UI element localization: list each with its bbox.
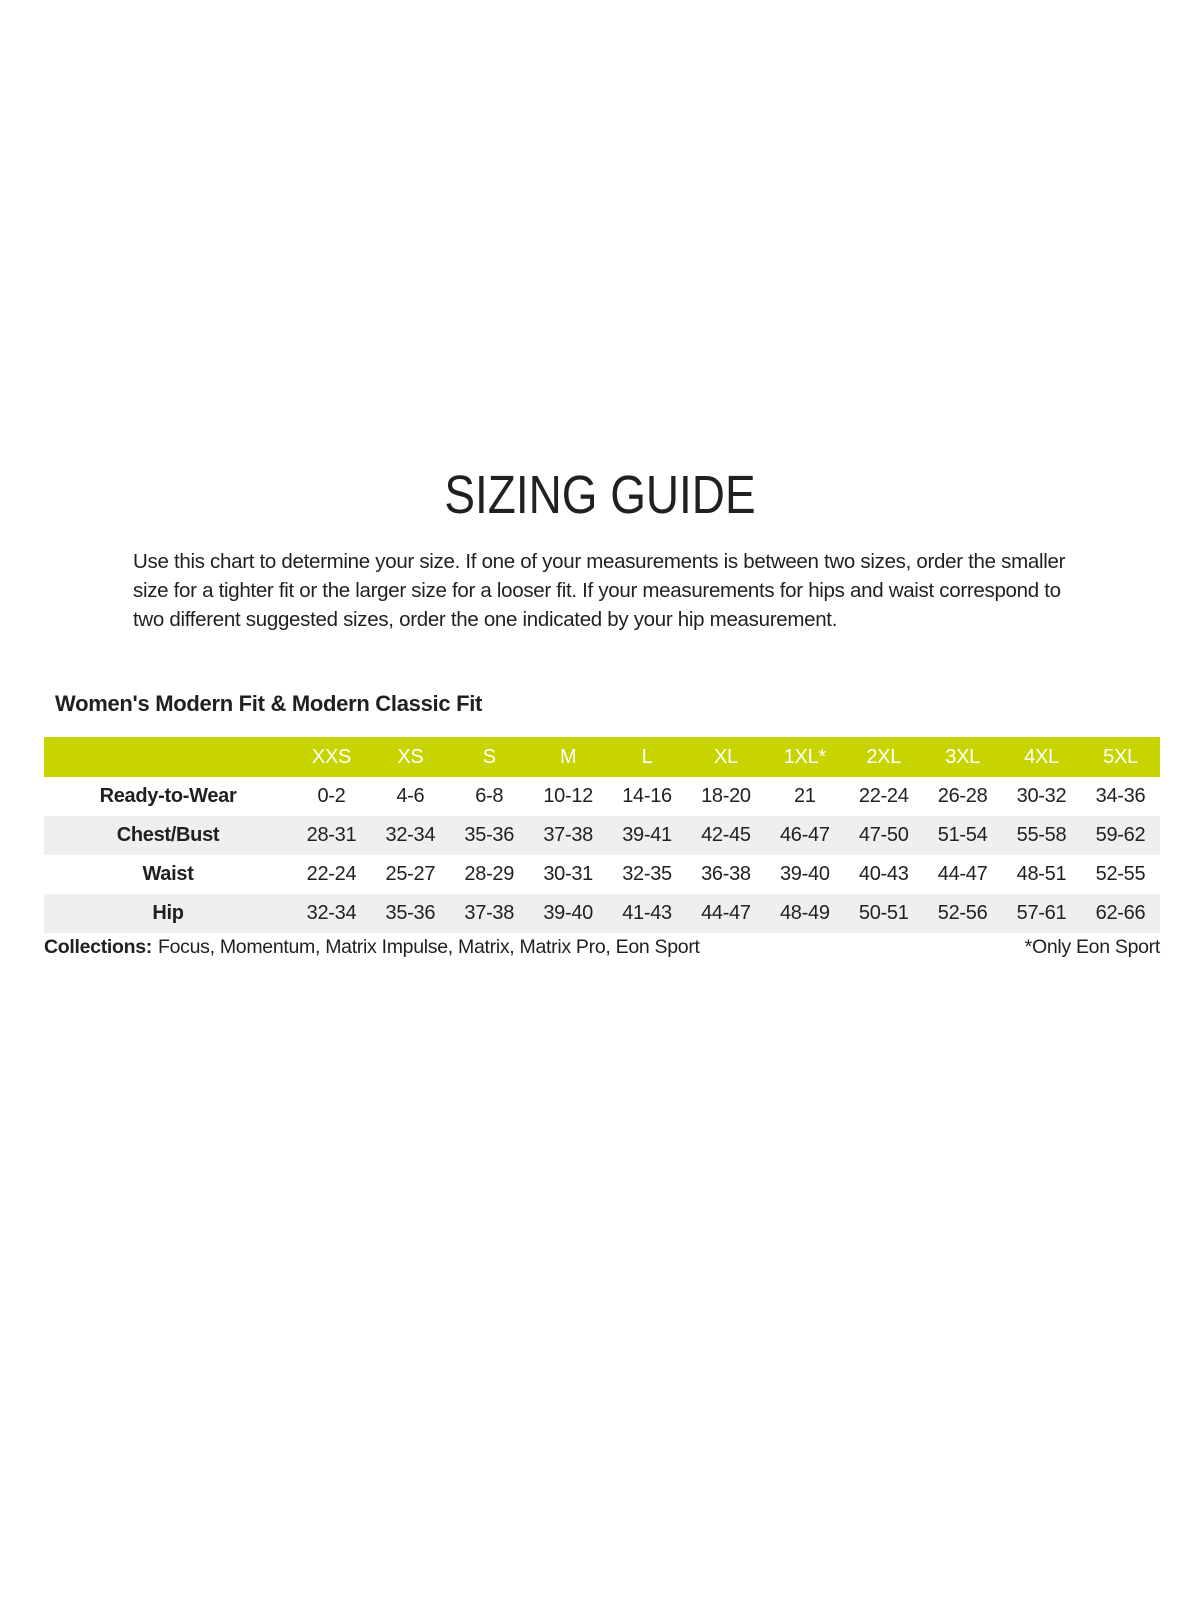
- size-header-cell: 5XL: [1081, 737, 1160, 777]
- size-value-cell: 52-56: [923, 894, 1002, 933]
- table-row-ready-to-wear: [44, 777, 1160, 816]
- size-value-cell: 25-27: [385, 863, 436, 885]
- size-value-cell: 30-32: [1016, 785, 1067, 807]
- size-header-cell: 3XL: [923, 737, 1002, 777]
- size-value-cell: 39-40: [529, 894, 608, 933]
- page-title: SIZING GUIDE: [444, 465, 756, 525]
- collections-label: Collections:: [44, 936, 152, 958]
- size-header-cell: XL: [686, 737, 765, 777]
- size-value-cell: 50-51: [844, 894, 923, 933]
- table-row-hip: [44, 894, 1160, 933]
- footnote: *Only Eon Sport: [1024, 936, 1160, 958]
- size-value-cell: 57-61: [1002, 894, 1081, 933]
- size-value-cell: 35-36: [450, 816, 529, 855]
- size-header-cell: L: [608, 737, 687, 777]
- size-value-cell: 35-36: [371, 894, 450, 933]
- row-label: Hip: [44, 894, 292, 933]
- size-value-cell: 48-49: [765, 894, 844, 933]
- row-label: Chest/Bust: [44, 816, 292, 855]
- size-value-cell: 40-43: [858, 863, 909, 885]
- header-spacer-cell: [44, 737, 292, 777]
- size-header-cell: S: [450, 737, 529, 777]
- size-value-cell: 42-45: [686, 816, 765, 855]
- size-value-cell: 32-34: [292, 894, 371, 933]
- collections-line: [44, 936, 700, 959]
- size-value-cell: 26-28: [937, 785, 988, 807]
- size-value-cell: 59-62: [1081, 816, 1160, 855]
- intro-paragraph: [133, 547, 1073, 634]
- size-table: [44, 737, 1160, 933]
- table-row-chest-bust: [44, 816, 1160, 855]
- size-header-cell: XXS: [292, 737, 371, 777]
- size-value-cell: 22-24: [306, 863, 357, 885]
- row-label: Waist: [142, 863, 194, 885]
- size-header-cell: M: [529, 737, 608, 777]
- size-value-cell: 32-34: [371, 816, 450, 855]
- size-value-cell: 39-40: [779, 863, 830, 885]
- size-value-cell: 10-12: [543, 785, 593, 807]
- intro-line: Use this chart to determine your size. If one of your measurements is between two sizes, order the smaller: [133, 550, 1066, 573]
- size-value-cell: 22-24: [858, 785, 909, 807]
- size-value-cell: 21: [793, 785, 816, 807]
- size-value-cell: 36-38: [701, 863, 751, 885]
- size-header-cell: 4XL: [1002, 737, 1081, 777]
- size-value-cell: 47-50: [844, 816, 923, 855]
- size-value-cell: 46-47: [765, 816, 844, 855]
- size-value-cell: 30-31: [543, 863, 593, 885]
- size-header-cell: 2XL: [844, 737, 923, 777]
- size-table-header-row: [44, 737, 1160, 777]
- size-value-cell: 28-31: [292, 816, 371, 855]
- size-header-cell: XS: [371, 737, 450, 777]
- collections-list: Focus, Momentum, Matrix Impulse, Matrix, Matrix Pro, Eon Sport: [158, 936, 700, 958]
- intro-line: size for a tighter fit or the larger size for a looser fit. If your measurements for hips and waist correspond to: [133, 579, 1061, 602]
- size-value-cell: 39-41: [608, 816, 687, 855]
- size-value-cell: 0-2: [317, 785, 346, 807]
- size-value-cell: 28-29: [464, 863, 515, 885]
- size-value-cell: 51-54: [923, 816, 1002, 855]
- size-value-cell: 44-47: [937, 863, 988, 885]
- size-value-cell: 48-51: [1016, 863, 1067, 885]
- size-value-cell: 62-66: [1081, 894, 1160, 933]
- intro-line: two different suggested sizes, order the one indicated by your hip measurement.: [133, 608, 838, 631]
- row-label: Ready-to-Wear: [99, 785, 237, 807]
- size-value-cell: 37-38: [450, 894, 529, 933]
- size-value-cell: 41-43: [608, 894, 687, 933]
- size-value-cell: 34-36: [1095, 785, 1146, 807]
- size-value-cell: 55-58: [1002, 816, 1081, 855]
- size-value-cell: 4-6: [396, 785, 425, 807]
- size-value-cell: 52-55: [1095, 863, 1146, 885]
- size-header-cell: 1XL*: [765, 737, 844, 777]
- table-row-waist: [44, 855, 1160, 894]
- section-heading: Women's Modern Fit & Modern Classic Fit: [55, 691, 483, 716]
- size-value-cell: 14-16: [622, 785, 672, 807]
- table-footer: [44, 936, 1160, 959]
- size-value-cell: 32-35: [622, 863, 672, 885]
- size-value-cell: 44-47: [686, 894, 765, 933]
- size-value-cell: 37-38: [529, 816, 608, 855]
- size-value-cell: 18-20: [701, 785, 751, 807]
- size-value-cell: 6-8: [475, 785, 504, 807]
